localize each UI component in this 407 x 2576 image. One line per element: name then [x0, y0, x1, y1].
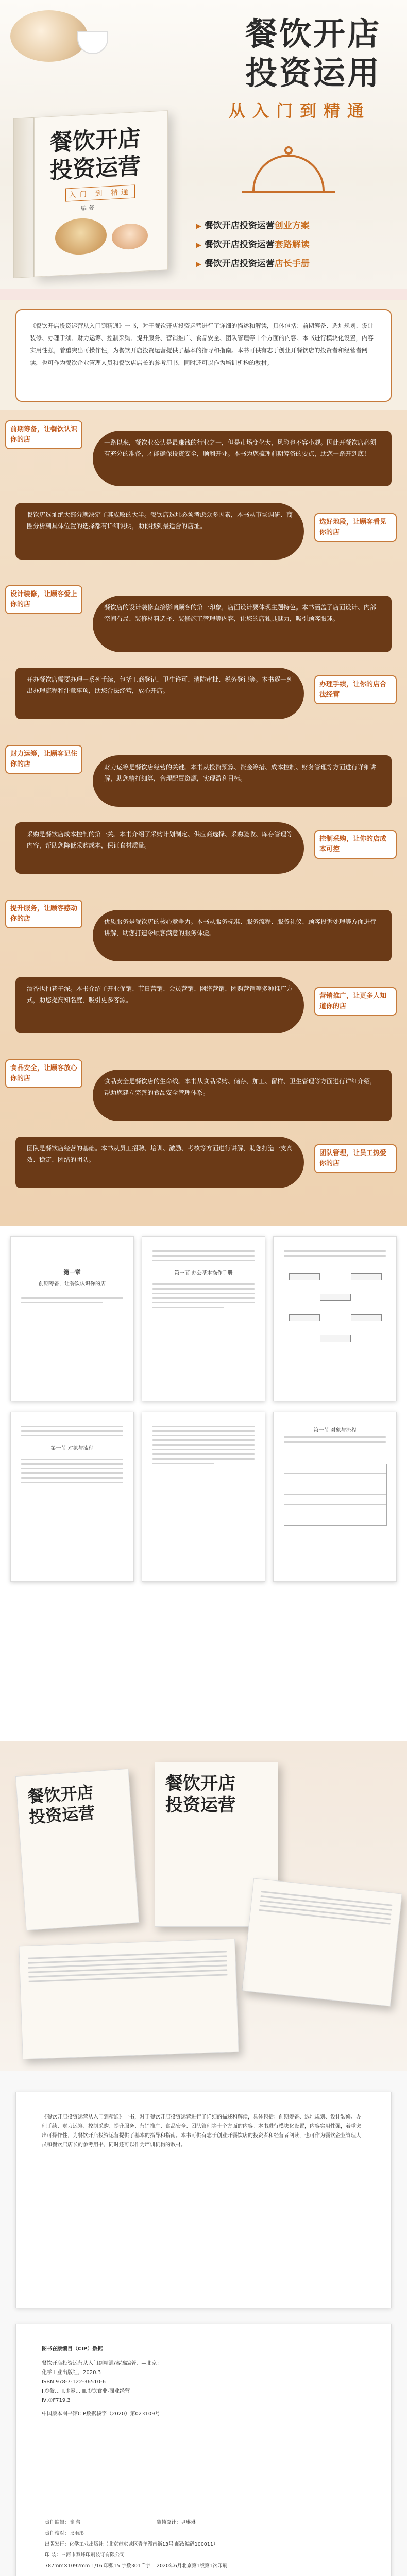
feature-tag: 办理手续，让你的店合法经营: [314, 675, 397, 704]
chapter-title: 第一章: [63, 1269, 81, 1276]
cake-roll-image: [10, 10, 88, 62]
preface-page: [15, 2092, 392, 2308]
hero-bullet-highlight: 创业方案: [274, 221, 310, 231]
triangle-icon: ▶: [196, 241, 201, 249]
intro-section: [0, 300, 407, 410]
book-cover-title-line1: 餐饮开店: [50, 125, 141, 157]
text-line: [152, 1288, 255, 1290]
flow-box: [351, 1314, 382, 1321]
table-cell: 责任编辑：陈 蕾: [45, 2520, 81, 2526]
hero-subtitle: 从入门到精通: [228, 101, 371, 121]
inner-page: [10, 1412, 134, 1582]
section-heading: 第一节 对象与流程: [313, 1428, 357, 1433]
feature-tag: 控制采购，让你的店成本可控: [314, 830, 397, 859]
flow-box: [320, 1294, 351, 1301]
publication-table: [42, 2517, 230, 2571]
text-line: [21, 1477, 123, 1479]
teacup-image: [77, 31, 108, 54]
table-cell: 787mm×1092mm 1/16 印张15 字数301千字: [45, 2563, 150, 2569]
cover-image: [15, 1769, 139, 1931]
copyright-page: [15, 2324, 392, 2576]
text-line: [21, 1463, 123, 1465]
hero-bullet: [196, 216, 310, 235]
inner-page: [142, 1236, 265, 1401]
text-line: [152, 1250, 255, 1252]
cloche-icon: [242, 144, 335, 201]
feature-box: 食品安全是餐饮店的生命线。本书从食品采购、储存、加工、留样、卫生管理等方面进行详细介绍，帮助您建立完善的食品安全管理体系。: [93, 1070, 392, 1121]
table-cell: 印 装：三河市双峰印刷装订有限公司: [45, 2552, 125, 2558]
cloche-knob: [284, 146, 293, 155]
table-row: [42, 2561, 230, 2571]
table-cell: 出版发行：化学工业出版社（北京市东城区青年湖南街13号 邮政编码100011）: [45, 2541, 218, 2547]
triangle-icon: ▶: [196, 260, 201, 268]
backmatter-section: [0, 2071, 407, 2576]
feature-tag: 财力运筹，让顾客记住你的店: [5, 745, 82, 774]
text-line: [152, 1260, 255, 1261]
text-line: [152, 1302, 255, 1303]
text-line: [21, 1472, 123, 1474]
table-cell: [154, 2528, 230, 2539]
feature-box: 餐饮店的设计装修直接影响顾客的第一印象，店面设计要体现主题特色。本书涵盖了店面设计、内部空间布局、装修材料选择、装修施工管理等内容，让您的店独具魅力，吸引顾客眼球。: [93, 596, 392, 652]
text-line: [152, 1458, 255, 1460]
text-line: [284, 1255, 386, 1257]
inner-page: [273, 1236, 397, 1401]
hero-title-line2: 投资运用: [245, 54, 381, 92]
book-cover-title-line2: 投资运营: [50, 152, 141, 184]
text-line: [284, 1250, 386, 1252]
cip-line: 化学工业出版社，2020.3: [42, 2370, 101, 2376]
text-line: [152, 1435, 255, 1436]
feature-box: 团队是餐饮店经营的基础。本书从员工招聘、培训、激励、考核等方面进行讲解，助您打造一支高效、稳定、团结的团队。: [15, 1137, 304, 1188]
book-cover-author: 编 著: [81, 204, 94, 212]
cip-line: ISBN 978-7-122-36510-6: [42, 2379, 106, 2385]
cover-title-line1: 餐饮开店: [27, 1782, 94, 1807]
hero-bullet: [196, 255, 310, 274]
text-line: [152, 1439, 255, 1441]
flow-box: [320, 1335, 351, 1342]
feature-tag: 营销推广，让更多人知道你的店: [314, 987, 397, 1016]
section-heading: 第一节 办公基本操作手册: [174, 1270, 233, 1276]
text-line: [152, 1444, 255, 1446]
cake-image: [55, 217, 107, 256]
text-line: [21, 1468, 123, 1469]
feature-box: 餐饮店选址绝大部分就决定了其成败的大半。餐饮店选址必须考虑众多因素，本书从市场调研、商圈分析到具体位置的选择都有详细说明，助你找到最适合的店址。: [15, 503, 304, 560]
inner-page: [10, 1236, 134, 1401]
feature-tag: 前期筹备，让餐饮认识你的店: [5, 420, 82, 449]
features-section: [0, 410, 407, 1226]
hero-title: [245, 14, 381, 93]
hero-bullet-prefix: 餐饮开店投资运营: [204, 240, 275, 250]
book-image: [13, 110, 168, 278]
feature-tag: 食品安全，让顾客放心你的店: [5, 1059, 82, 1088]
triangle-icon: ▶: [196, 222, 201, 230]
inner-page: [273, 1412, 397, 1582]
cip-line: 餐饮开店投资运营从入门到精通/容锦编著．—北京：: [42, 2361, 162, 2366]
text-line: [152, 1430, 255, 1432]
hero-bullets: [196, 216, 310, 274]
table-cell: 责任校对：张雨彤: [45, 2531, 84, 2536]
table-cell: 装帧设计：尹琳琳: [156, 2520, 196, 2526]
cover-title-line2: 投资运营: [28, 1803, 96, 1827]
open-book-image: [242, 1878, 402, 2006]
hero-bullet: [196, 235, 310, 255]
book-cover-title: [50, 125, 141, 185]
text-line: [152, 1307, 224, 1308]
inner-page: [142, 1412, 265, 1582]
table-row: [42, 2528, 230, 2539]
cloche-plate: [242, 191, 335, 193]
text-line: [21, 1459, 123, 1460]
flow-box: [289, 1273, 320, 1280]
inner-pages-section: [0, 1226, 407, 1741]
hero-title-line1: 餐饮开店: [245, 15, 381, 53]
feature-tag: 提升服务，让顾客感动你的店: [5, 900, 82, 928]
text-line: [152, 1293, 255, 1294]
hero-bullet-highlight: 套路解读: [274, 240, 310, 250]
intro-text: 《餐饮开店投资运营从入门到精通》一书，对于餐饮开店投资运营进行了详细的描述和解读，具体包括：前期筹备、选址规划、设计装修、办理手续、财力运筹、控制采购、提升服务、营销推广、食品安全、团队管理等十个方面的内容。本书进行模块化设置，内容实用性强，着重突出可操作性，为餐饮开店投资运营提供了基本的指导和指南。本书可供有志于创业开餐饮店的投资者和经营者阅读，也可作为餐饮企业管理人员和餐饮店店长的参考用书，同时还可以作为培训机构的教材。: [15, 309, 392, 402]
feature-box: 酒香也怕巷子深。本书介绍了开业促销、节日营销、会员营销、网络营销、团购营销等多种推广方式，助您提高知名度，吸引更多客源。: [15, 977, 304, 1033]
cip-line: Ⅰ.①餐… Ⅱ.①容… Ⅲ.①饮食业-商业经营: [42, 2388, 130, 2394]
feature-box: 一路以来，餐饮业公认是最赚钱的行业之一，但是市场变化大，风险也不容小觑。因此开餐饮店必须有充分的准备，才能确保投资安全，顺利开业。本书为您梳理前期筹备的要点，助您一路开到底！: [93, 431, 392, 486]
feature-box: 优质服务是餐饮店的核心竞争力。本书从服务标准、服务流程、服务礼仪、顾客投诉处理等方面进行讲解，助您打造令顾客满意的服务体验。: [93, 910, 392, 961]
text-line: [21, 1297, 123, 1299]
book-cover-series: 入门 到 精通: [65, 184, 135, 201]
feature-box: 开办餐饮店需要办理一系列手续，包括工商登记、卫生许可、消防审批、税务登记等。本书逐一列出办理流程和注意事项，助您合法经营，放心开店。: [15, 668, 304, 719]
text-line: [152, 1426, 255, 1427]
book-front-cover: [34, 110, 168, 277]
text-line: [21, 1430, 123, 1432]
cloche-dome: [252, 155, 325, 191]
hero-banner: [0, 0, 407, 289]
text-line: [152, 1283, 255, 1285]
feature-box: 财力运筹是餐饮店经营的关键。本书从投资预算、资金筹措、成本控制、财务管理等方面进行详细讲解，助您精打细算，合理配置资源，实现盈利目标。: [93, 755, 392, 807]
cip-line: 中国版本图书馆CIP数据核字（2020）第023109号: [42, 2411, 160, 2417]
text-line: [21, 1435, 123, 1436]
table-row: [42, 2539, 230, 2550]
hero-bullet-prefix: 餐饮开店投资运营: [204, 259, 275, 269]
section-heading: 第一节 对象与流程: [50, 1446, 94, 1451]
text-line: [21, 1482, 123, 1483]
table-graphic: [284, 1464, 387, 1526]
cip-heading: 图书在版编目（CIP）数据: [42, 2346, 103, 2352]
table-row: [42, 2550, 230, 2561]
divider-band: [0, 289, 407, 300]
book-spine: [13, 117, 34, 278]
text-line: [284, 1436, 386, 1438]
feature-tag: 设计装修，让顾客爱上你的店: [5, 585, 82, 614]
chapter-subtitle: 前期筹备，让餐饮认识你的店: [39, 1281, 106, 1287]
feature-box: 采购是餐饮店成本控制的第一关。本书介绍了采购计划制定、供应商选择、采购验收、库存管理等内容，帮助您降低采购成本，保证食材质量。: [15, 822, 304, 874]
open-book-image: [19, 1939, 239, 2060]
text-line: [152, 1297, 255, 1299]
flow-box: [351, 1273, 382, 1280]
hero-bullet-highlight: 店长手册: [274, 259, 310, 269]
feature-tag: 选好地段，让顾客看见你的店: [314, 513, 397, 542]
cover-title-line1: 餐饮开店: [165, 1773, 235, 1794]
table-row: [42, 2517, 230, 2528]
text-line: [152, 1449, 255, 1450]
table-cell: 2020年6月北京第1版第1次印刷: [156, 2563, 228, 2569]
cover-title-line2: 投资运营: [165, 1795, 235, 1816]
text-line: [21, 1426, 123, 1427]
hero-bullet-prefix: 餐饮开店投资运营: [204, 221, 275, 231]
macaron-image: [112, 223, 148, 250]
covers-section: [0, 1741, 407, 2071]
flow-box: [289, 1314, 320, 1321]
text-line: [152, 1255, 255, 1257]
text-line: [152, 1463, 214, 1464]
text-line: [21, 1302, 103, 1303]
text-line: [284, 1441, 386, 1443]
preface-text: 《餐饮开店投资运营从入门到精通》一书，对于餐饮开店投资运营进行了详细的描述和解读，具体包括：前期筹备、选址规划、设计装修、办理手续、财力运筹、控制采购、提升服务、营销推广、食品安全、团队管理等十个方面的内容。本书进行模块化设置，内容实用性强，着重突出可操作性，为餐饮开店投资运营提供了基本的指导和指南。本书可供有志于创业开餐饮店的投资者和经营者阅读，也可作为餐饮企业管理人员和餐饮店店长的参考用书，同时还可以作为培训机构的教材。: [42, 2114, 361, 2148]
cip-line: Ⅳ.①F719.3: [42, 2398, 71, 2403]
feature-tag: 团队管理，让员工热爱你的店: [314, 1144, 397, 1173]
text-line: [152, 1453, 255, 1455]
